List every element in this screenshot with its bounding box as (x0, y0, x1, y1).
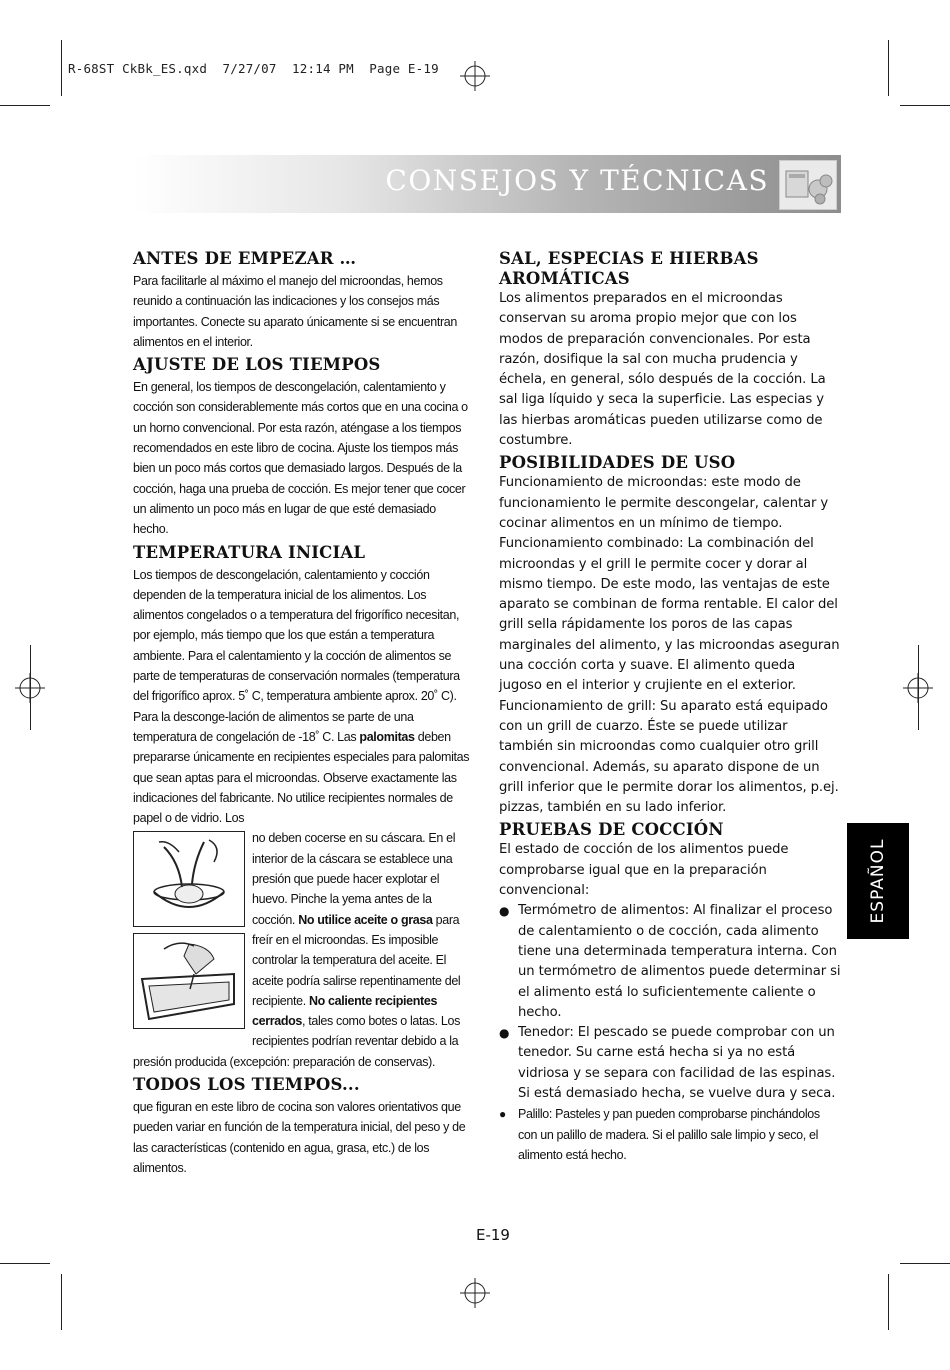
section-text: no deben cocerse en su cáscara. En el interior de la cáscara se establece una presión que puede hacer explotar el huevo. Pinche la yema antes de la cocción. No utilice aceite o grasa para freír en el microondas. Es imposible controlar la temperatura del aceite. El aceite podría salirse repentinamente del recipiente. No caliente recipientes cerrados, tales como botes o latas. Los recipientes podrían reventar debido a la presión producida (excepción: preparación de conservas). (133, 831, 461, 1069)
crop-mark (0, 105, 50, 106)
right-column (499, 249, 842, 1165)
file-slug: R-68ST CkBk_ES.qxd 7/27/07 12:14 PM Page E-19 (68, 61, 439, 76)
oil-pan-illustration (133, 933, 245, 1029)
section-text: En general, los tiempos de descongelación, calentamiento y cocción son considerablemente más cortos que en una cocina o un horno convencional. Por esta razón, aténgase a los tiempos recomendados en este libro de cocina. Ajuste los tiempos más bien un poco más cortos que demasiado largos. Después de la cocción, haga una prueba de cocción. Es mejor tener que cocer un alimento un poco más en lugar de que esté demasiado hecho. (133, 380, 468, 537)
section-text: Funcionamiento combinado: La combinación del microondas y el grill le permite cocer y dorar al mismo tiempo. De este modo, las ventajas de este aparato se combinan de forma rentable. El calor del grill sella rápidamente los poros de las capas marginales del alimento, y las microondas aseguran una cocción corta y suave. El alimento queda jugoso en el interior y crujiente en el exterior. (499, 536, 840, 694)
section-title: TODOS LOS TIEMPOS... (133, 1074, 360, 1094)
section-text: Funcionamiento de microondas: este modo de funcionamiento le permite descongelar, calentar y cocinar alimentos en un mínimo de tiempo. (499, 475, 829, 531)
section-title: POSIBILIDADES DE USO (499, 453, 736, 473)
list-item: ● Palillo: Pasteles y pan pueden comprobarse pinchándolos con un palillo de madera. Si el palillo sale limpio y seco, el alimento está hecho. (499, 1104, 842, 1165)
bullet-list (499, 901, 842, 1165)
egg-piercing-illustration (133, 831, 245, 927)
header-banner (133, 155, 841, 213)
crop-mark (61, 40, 62, 96)
section-text: Los alimentos preparados en el microondas conservan su aroma propio mejor que con los modos de preparación convencionales. Por esta razón, dosifique la sal con mucha prudencia y échela, en general, sólo después de la cocción. La sal liga líquido y seca la superficie. Las especias y las hierbas aromáticas pueden utilizarse como de costumbre. (499, 291, 826, 449)
section-text: Los tiempos de descongelación, calentamiento y cocción dependen de la temperatura inicial de los alimentos. Los alimentos congelados o a temperatura del frigorífico necesitan, por ejemplo, más tiempo que los que están a temperatura ambiente. Para el calentamiento y la cocción de alimentos se parte de temperaturas de conservación normales (temperatura del frigorífico aprox. 5˚ C, temperatura ambiente aprox. 20˚ C). Para la desconge-lación de alimentos se parte de una temperatura de congelación de -18˚ C. Las palomitas deben prepararse únicamente en recipientes especiales para palomitas que sean aptas para el microondas. Observe exactamente las indicaciones del fabricante. No utilice recipientes normales de papel o de vidrio. Los (133, 567, 470, 826)
list-item: ● Termómetro de alimentos: Al finalizar el proceso de calentamiento o de cocción, cada alimento tiene una determinada temperatura interna. Con un termómetro de alimentos puede determinar si el alimento está lo suficientemente caliente o hecho. (499, 901, 842, 1023)
section-title: PRUEBAS DE COCCIÓN (499, 820, 724, 840)
section-body (133, 565, 470, 1072)
list-item: ● Tenedor: El pescado se puede comprobar con un tenedor. Su carne está hecha si ya no está vidriosa y se separa con facilidad de las espinas. Si está demasiado hecha, se vuelve dura y seca. (499, 1023, 842, 1104)
section-title: ANTES DE EMPEZAR … (133, 249, 357, 268)
left-column (133, 249, 470, 1178)
crop-mark (61, 1274, 62, 1330)
registration-mark-icon (460, 61, 490, 91)
crop-mark (900, 105, 950, 106)
section-text: Para facilitarle al máximo el manejo del microondas, hemos reunido a continuación las indicaciones y los consejos más importantes. Conecte su aparato únicamente si se encuentran alimentos en el interior. (133, 274, 457, 349)
crop-mark (30, 645, 31, 730)
section-title: TEMPERATURA INICIAL (133, 542, 366, 562)
section-text: que figuran en este libro de cocina son valores orientativos que pueden variar en función de la temperatura inicial, del peso y de las características (contenido en agua, grasa, etc.) de los alimentos. (133, 1099, 466, 1175)
crop-mark (888, 1274, 889, 1330)
language-tab (847, 823, 909, 939)
cookware-photo-icon (779, 160, 837, 210)
crop-mark (888, 40, 889, 96)
crop-mark (918, 645, 919, 730)
language-tab-label: ESPAÑOL (868, 838, 888, 924)
section-title: SAL, ESPECIAS E HIERBAS AROMÁTICAS (499, 249, 759, 288)
page-title: CONSEJOS Y TÉCNICAS (385, 164, 769, 197)
crop-mark (900, 1263, 950, 1264)
section-text: El estado de cocción de los alimentos puede comprobarse igual que en la preparación convencional: (499, 842, 789, 899)
illustration-column (133, 831, 245, 1035)
crop-mark (0, 1263, 50, 1264)
page-number: E-19 (476, 1226, 510, 1244)
registration-mark-icon (460, 1278, 490, 1308)
section-title: AJUSTE DE LOS TIEMPOS (133, 355, 381, 375)
section-text: Funcionamiento de grill: Su aparato está equipado con un grill de cuarzo. Éste se puede utilizar también sin microondas como cualquier otro grill convencional. Además, su aparato dispone de un grill inferior que le permite dorar los alimentos, p.ej. pizzas, también en su lado inferior. (499, 698, 839, 816)
